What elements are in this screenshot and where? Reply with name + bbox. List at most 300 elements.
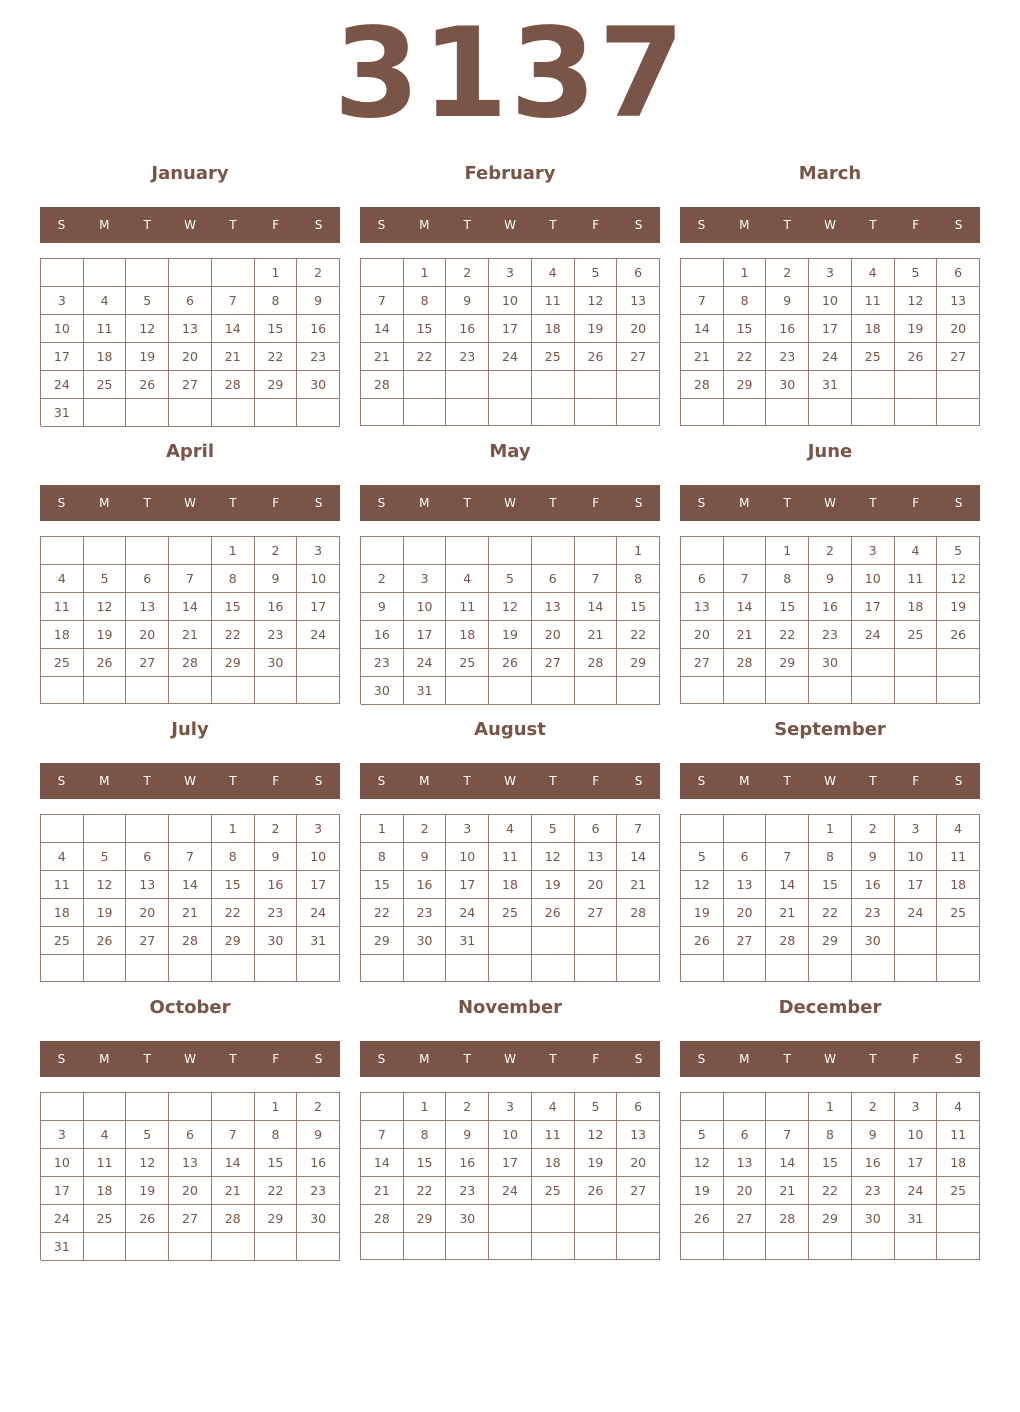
day-cell: 16 xyxy=(446,315,489,343)
day-cell: 14 xyxy=(169,593,212,621)
empty-day-cell xyxy=(681,677,724,704)
weekday-label: T xyxy=(783,218,791,232)
day-cell: 14 xyxy=(617,843,660,871)
day-cell: 21 xyxy=(766,1177,809,1205)
day-cell: 20 xyxy=(169,1177,212,1205)
weekday-label: F xyxy=(592,1052,600,1066)
day-cell: 8 xyxy=(809,843,852,871)
day-cell: 21 xyxy=(617,871,660,899)
day-cell: 25 xyxy=(895,621,938,649)
day-cell: 5 xyxy=(937,537,980,565)
day-cell: 29 xyxy=(361,927,404,955)
empty-day-cell xyxy=(84,1233,127,1261)
day-cell: 26 xyxy=(575,1177,618,1205)
weekday-label: F xyxy=(272,774,280,788)
empty-day-cell xyxy=(895,649,938,677)
day-cell: 30 xyxy=(361,677,404,705)
empty-day-cell xyxy=(895,677,938,704)
day-cell: 3 xyxy=(41,287,84,315)
day-cell: 15 xyxy=(766,593,809,621)
day-cell: 16 xyxy=(404,871,447,899)
day-grid xyxy=(360,258,660,426)
day-cell: 2 xyxy=(766,259,809,287)
day-cell: 20 xyxy=(532,621,575,649)
day-cell: 2 xyxy=(361,565,404,593)
day-cell: 21 xyxy=(766,899,809,927)
empty-day-cell xyxy=(937,371,980,399)
empty-day-cell xyxy=(681,537,724,565)
weekday-label: S xyxy=(377,496,386,510)
day-cell: 6 xyxy=(169,1121,212,1149)
weekday-label: W xyxy=(184,218,196,232)
empty-day-cell xyxy=(895,1233,938,1260)
empty-day-cell xyxy=(41,259,84,287)
empty-day-cell xyxy=(724,815,767,843)
day-cell: 29 xyxy=(404,1205,447,1233)
weekday-header xyxy=(680,207,980,243)
day-cell: 5 xyxy=(895,259,938,287)
empty-day-cell xyxy=(212,1233,255,1261)
day-cell: 10 xyxy=(895,1121,938,1149)
day-cell: 9 xyxy=(404,843,447,871)
empty-day-cell xyxy=(809,399,852,426)
empty-day-cell xyxy=(361,399,404,426)
empty-day-cell xyxy=(575,399,618,426)
day-cell: 24 xyxy=(404,649,447,677)
day-cell: 18 xyxy=(41,899,84,927)
day-cell: 17 xyxy=(489,1149,532,1177)
month-name: November xyxy=(457,997,563,1018)
day-cell: 16 xyxy=(255,593,298,621)
weekday-label: T xyxy=(869,774,877,788)
day-cell: 27 xyxy=(126,649,169,677)
day-cell: 6 xyxy=(724,843,767,871)
day-cell: 6 xyxy=(169,287,212,315)
day-cell: 12 xyxy=(681,1149,724,1177)
empty-day-cell xyxy=(489,537,532,565)
day-grid xyxy=(680,1092,980,1260)
empty-day-cell xyxy=(766,1233,809,1260)
day-cell: 29 xyxy=(766,649,809,677)
weekday-label: T xyxy=(463,774,471,788)
weekday-label: W xyxy=(504,1052,516,1066)
empty-day-cell xyxy=(446,1233,489,1260)
weekday-header xyxy=(40,207,340,243)
empty-day-cell xyxy=(404,371,447,399)
day-cell: 23 xyxy=(852,1177,895,1205)
empty-day-cell xyxy=(766,815,809,843)
day-cell: 28 xyxy=(575,649,618,677)
day-cell: 18 xyxy=(532,315,575,343)
day-cell: 3 xyxy=(489,1093,532,1121)
day-cell: 28 xyxy=(681,371,724,399)
day-cell: 8 xyxy=(212,843,255,871)
day-cell: 7 xyxy=(212,1121,255,1149)
empty-day-cell xyxy=(84,259,127,287)
day-cell: 21 xyxy=(361,1177,404,1205)
day-cell: 18 xyxy=(41,621,84,649)
day-cell: 27 xyxy=(532,649,575,677)
day-cell: 27 xyxy=(724,1205,767,1233)
day-cell: 5 xyxy=(84,843,127,871)
day-cell: 14 xyxy=(575,593,618,621)
day-cell: 12 xyxy=(126,1149,169,1177)
day-cell: 23 xyxy=(852,899,895,927)
empty-day-cell xyxy=(169,259,212,287)
day-cell: 11 xyxy=(532,1121,575,1149)
day-cell: 23 xyxy=(446,343,489,371)
day-cell: 29 xyxy=(255,371,298,399)
empty-day-cell xyxy=(212,677,255,704)
empty-day-cell xyxy=(681,815,724,843)
day-cell: 4 xyxy=(446,565,489,593)
day-cell: 11 xyxy=(446,593,489,621)
day-cell: 19 xyxy=(489,621,532,649)
day-cell: 16 xyxy=(852,871,895,899)
day-cell: 19 xyxy=(937,593,980,621)
day-cell: 17 xyxy=(404,621,447,649)
day-cell: 30 xyxy=(255,649,298,677)
day-cell: 27 xyxy=(575,899,618,927)
day-cell: 13 xyxy=(126,871,169,899)
empty-day-cell xyxy=(575,677,618,705)
empty-day-cell xyxy=(41,1093,84,1121)
day-cell: 30 xyxy=(446,1205,489,1233)
day-cell: 9 xyxy=(446,1121,489,1149)
empty-day-cell xyxy=(446,955,489,982)
weekday-label: S xyxy=(57,496,66,510)
day-cell: 28 xyxy=(169,927,212,955)
empty-day-cell xyxy=(532,1205,575,1233)
empty-day-cell xyxy=(404,537,447,565)
empty-day-cell xyxy=(766,677,809,704)
day-cell: 21 xyxy=(575,621,618,649)
weekday-label: S xyxy=(314,496,323,510)
weekday-header xyxy=(360,485,660,521)
day-cell: 27 xyxy=(126,927,169,955)
day-cell: 28 xyxy=(169,649,212,677)
month-name: September xyxy=(774,719,886,740)
day-cell: 2 xyxy=(255,815,298,843)
day-cell: 9 xyxy=(852,843,895,871)
empty-day-cell xyxy=(126,677,169,704)
day-cell: 6 xyxy=(126,843,169,871)
empty-day-cell xyxy=(809,677,852,704)
day-cell: 6 xyxy=(724,1121,767,1149)
empty-day-cell xyxy=(895,927,938,955)
day-cell: 28 xyxy=(766,1205,809,1233)
day-cell: 23 xyxy=(255,621,298,649)
day-grid xyxy=(40,536,340,704)
day-cell: 7 xyxy=(575,565,618,593)
empty-day-cell xyxy=(532,1233,575,1260)
day-cell: 20 xyxy=(724,899,767,927)
empty-day-cell xyxy=(681,955,724,982)
day-cell: 20 xyxy=(126,621,169,649)
day-cell: 23 xyxy=(404,899,447,927)
day-cell: 19 xyxy=(575,315,618,343)
weekday-label: F xyxy=(592,774,600,788)
weekday-label: T xyxy=(143,218,151,232)
day-cell: 17 xyxy=(41,343,84,371)
day-cell: 26 xyxy=(84,927,127,955)
weekday-label: F xyxy=(272,218,280,232)
empty-day-cell xyxy=(575,955,618,982)
day-cell: 24 xyxy=(895,1177,938,1205)
weekday-label: W xyxy=(824,218,836,232)
weekday-header xyxy=(680,763,980,799)
weekday-label: S xyxy=(377,774,386,788)
day-cell: 16 xyxy=(852,1149,895,1177)
day-cell: 12 xyxy=(489,593,532,621)
month-name: July xyxy=(171,719,209,740)
day-cell: 17 xyxy=(41,1177,84,1205)
day-cell: 7 xyxy=(361,287,404,315)
day-cell: 18 xyxy=(895,593,938,621)
day-grid xyxy=(360,536,660,704)
empty-day-cell xyxy=(446,537,489,565)
weekday-label: M xyxy=(739,218,750,232)
empty-day-cell xyxy=(489,399,532,426)
day-cell: 22 xyxy=(212,899,255,927)
weekday-label: M xyxy=(99,218,110,232)
day-cell: 22 xyxy=(809,1177,852,1205)
empty-day-cell xyxy=(532,927,575,955)
empty-day-cell xyxy=(766,1093,809,1121)
day-cell: 27 xyxy=(169,1205,212,1233)
day-cell: 2 xyxy=(852,815,895,843)
day-cell: 14 xyxy=(212,1149,255,1177)
day-cell: 5 xyxy=(126,287,169,315)
day-cell: 15 xyxy=(809,1149,852,1177)
day-cell: 29 xyxy=(212,927,255,955)
weekday-label: M xyxy=(99,1052,110,1066)
day-cell: 10 xyxy=(809,287,852,315)
day-cell: 13 xyxy=(126,593,169,621)
empty-day-cell xyxy=(852,1233,895,1260)
day-cell: 15 xyxy=(404,315,447,343)
day-cell: 13 xyxy=(575,843,618,871)
day-cell: 23 xyxy=(361,649,404,677)
day-cell: 28 xyxy=(361,1205,404,1233)
day-cell: 23 xyxy=(809,621,852,649)
day-cell: 11 xyxy=(41,593,84,621)
day-cell: 6 xyxy=(575,815,618,843)
day-cell: 19 xyxy=(681,1177,724,1205)
empty-day-cell xyxy=(169,1093,212,1121)
empty-day-cell xyxy=(361,955,404,982)
day-cell: 11 xyxy=(937,1121,980,1149)
empty-day-cell xyxy=(446,399,489,426)
weekday-label: F xyxy=(592,496,600,510)
day-cell: 21 xyxy=(361,343,404,371)
empty-day-cell xyxy=(681,1093,724,1121)
empty-day-cell xyxy=(937,677,980,704)
weekday-label: F xyxy=(912,1052,920,1066)
day-cell: 22 xyxy=(255,343,298,371)
empty-day-cell xyxy=(852,371,895,399)
day-cell: 30 xyxy=(852,927,895,955)
day-cell: 10 xyxy=(895,843,938,871)
day-cell: 3 xyxy=(809,259,852,287)
day-cell: 17 xyxy=(297,593,340,621)
weekday-label: T xyxy=(549,1052,557,1066)
weekday-label: S xyxy=(954,218,963,232)
day-cell: 25 xyxy=(852,343,895,371)
day-cell: 4 xyxy=(852,259,895,287)
weekday-label: T xyxy=(229,496,237,510)
day-cell: 25 xyxy=(41,927,84,955)
weekday-label: S xyxy=(377,1052,386,1066)
empty-day-cell xyxy=(361,1233,404,1260)
day-cell: 29 xyxy=(724,371,767,399)
day-cell: 1 xyxy=(404,1093,447,1121)
day-cell: 12 xyxy=(126,315,169,343)
day-cell: 26 xyxy=(489,649,532,677)
weekday-label: S xyxy=(57,1052,66,1066)
weekday-label: T xyxy=(143,774,151,788)
day-cell: 16 xyxy=(297,1149,340,1177)
day-cell: 19 xyxy=(895,315,938,343)
day-cell: 22 xyxy=(766,621,809,649)
day-cell: 4 xyxy=(895,537,938,565)
day-cell: 22 xyxy=(404,343,447,371)
month-name: January xyxy=(151,163,229,184)
day-cell: 2 xyxy=(852,1093,895,1121)
day-cell: 12 xyxy=(937,565,980,593)
empty-day-cell xyxy=(446,371,489,399)
day-grid xyxy=(360,1092,660,1260)
weekday-label: F xyxy=(912,774,920,788)
day-cell: 19 xyxy=(126,1177,169,1205)
day-cell: 6 xyxy=(617,259,660,287)
day-cell: 10 xyxy=(404,593,447,621)
day-cell: 21 xyxy=(169,899,212,927)
day-cell: 24 xyxy=(489,343,532,371)
day-cell: 1 xyxy=(212,815,255,843)
empty-day-cell xyxy=(126,1093,169,1121)
day-cell: 1 xyxy=(617,537,660,565)
day-cell: 1 xyxy=(809,1093,852,1121)
empty-day-cell xyxy=(937,1205,980,1233)
day-cell: 22 xyxy=(361,899,404,927)
day-cell: 24 xyxy=(489,1177,532,1205)
weekday-header xyxy=(40,763,340,799)
weekday-label: T xyxy=(783,496,791,510)
day-cell: 5 xyxy=(84,565,127,593)
day-cell: 5 xyxy=(575,259,618,287)
day-cell: 29 xyxy=(809,927,852,955)
day-cell: 12 xyxy=(681,871,724,899)
day-cell: 8 xyxy=(404,287,447,315)
day-cell: 14 xyxy=(724,593,767,621)
month-name: February xyxy=(464,163,556,184)
day-cell: 8 xyxy=(255,1121,298,1149)
day-cell: 20 xyxy=(617,315,660,343)
day-grid xyxy=(360,814,660,982)
day-cell: 3 xyxy=(297,815,340,843)
day-cell: 11 xyxy=(852,287,895,315)
day-cell: 3 xyxy=(895,1093,938,1121)
weekday-label: W xyxy=(504,496,516,510)
empty-day-cell xyxy=(809,1233,852,1260)
day-cell: 17 xyxy=(446,871,489,899)
day-cell: 5 xyxy=(575,1093,618,1121)
day-cell: 24 xyxy=(852,621,895,649)
day-cell: 4 xyxy=(41,565,84,593)
weekday-label: S xyxy=(634,496,643,510)
empty-day-cell xyxy=(84,537,127,565)
weekday-label: S xyxy=(697,774,706,788)
day-cell: 15 xyxy=(212,593,255,621)
day-cell: 13 xyxy=(937,287,980,315)
weekday-header xyxy=(680,1041,980,1077)
weekday-label: T xyxy=(463,1052,471,1066)
day-cell: 1 xyxy=(361,815,404,843)
day-cell: 26 xyxy=(532,899,575,927)
weekday-label: S xyxy=(377,218,386,232)
day-cell: 23 xyxy=(297,343,340,371)
month-name: August xyxy=(474,719,546,740)
weekday-label: S xyxy=(697,218,706,232)
day-cell: 7 xyxy=(724,565,767,593)
day-cell: 1 xyxy=(809,815,852,843)
day-cell: 13 xyxy=(724,1149,767,1177)
day-cell: 3 xyxy=(41,1121,84,1149)
day-cell: 30 xyxy=(852,1205,895,1233)
empty-day-cell xyxy=(724,1093,767,1121)
empty-day-cell xyxy=(255,399,298,427)
day-cell: 1 xyxy=(404,259,447,287)
day-cell: 28 xyxy=(212,1205,255,1233)
day-cell: 29 xyxy=(617,649,660,677)
day-cell: 6 xyxy=(617,1093,660,1121)
day-cell: 10 xyxy=(297,565,340,593)
weekday-label: W xyxy=(504,218,516,232)
day-grid xyxy=(40,1092,340,1260)
day-cell: 24 xyxy=(297,899,340,927)
empty-day-cell xyxy=(617,371,660,399)
day-cell: 27 xyxy=(724,927,767,955)
day-cell: 13 xyxy=(169,1149,212,1177)
day-cell: 18 xyxy=(532,1149,575,1177)
empty-day-cell xyxy=(852,677,895,704)
day-cell: 26 xyxy=(575,343,618,371)
day-cell: 18 xyxy=(84,1177,127,1205)
day-cell: 7 xyxy=(766,843,809,871)
weekday-label: S xyxy=(314,774,323,788)
day-cell: 30 xyxy=(297,371,340,399)
weekday-label: S xyxy=(634,218,643,232)
empty-day-cell xyxy=(169,677,212,704)
empty-day-cell xyxy=(126,815,169,843)
day-cell: 19 xyxy=(575,1149,618,1177)
day-cell: 28 xyxy=(617,899,660,927)
empty-day-cell xyxy=(169,399,212,427)
day-cell: 25 xyxy=(84,1205,127,1233)
weekday-label: T xyxy=(869,218,877,232)
day-cell: 10 xyxy=(41,315,84,343)
day-cell: 13 xyxy=(617,287,660,315)
empty-day-cell xyxy=(852,399,895,426)
weekday-header xyxy=(40,485,340,521)
weekday-label: F xyxy=(272,1052,280,1066)
day-cell: 30 xyxy=(255,927,298,955)
weekday-header xyxy=(360,763,660,799)
day-cell: 25 xyxy=(41,649,84,677)
empty-day-cell xyxy=(126,399,169,427)
day-grid xyxy=(40,814,340,982)
